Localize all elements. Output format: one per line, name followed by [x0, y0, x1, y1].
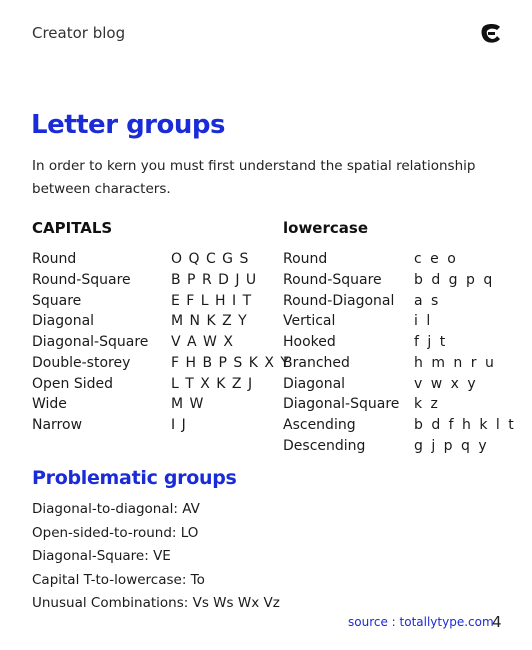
group-name: Diagonal: [32, 313, 95, 330]
blog-label: Creator blog: [32, 24, 126, 42]
group-name: Descending: [283, 437, 366, 454]
list-item: Unusual Combinations: Vs Ws Wx Vz: [32, 595, 280, 611]
group-letters: E F L H I T: [171, 292, 253, 309]
intro-paragraph: In order to kern you must first understand the spatial relationship between characters.: [32, 158, 476, 197]
page-number: 4: [492, 613, 502, 631]
group-letters: g j p q y: [414, 437, 489, 454]
group-letters: b d f h k l t: [414, 417, 516, 433]
group-letters: f j t: [414, 334, 448, 350]
group-name: Diagonal-Square: [283, 396, 400, 413]
group-name: Ascending: [283, 417, 356, 433]
group-letters: M W: [171, 396, 205, 413]
group-name: Double-storey: [32, 354, 131, 371]
brand-logo-icon: [480, 22, 502, 44]
group-name: Branched: [283, 354, 350, 371]
group-name: Vertical: [283, 313, 336, 330]
group-name: Round: [283, 251, 328, 267]
group-name: Round-Square: [283, 271, 382, 288]
group-name: Diagonal-Square: [32, 334, 149, 350]
group-letters: i l: [414, 313, 433, 330]
group-letters: c e o: [414, 251, 458, 267]
group-letters: M N K Z Y: [171, 313, 248, 330]
capitals-heading: CAPITALS: [32, 219, 113, 237]
list-item: Diagonal-to-diagonal: AV: [32, 501, 200, 517]
group-name: Square: [32, 292, 82, 309]
group-name: Diagonal: [283, 375, 346, 392]
group-name: Round-Diagonal: [283, 292, 395, 309]
group-name: Round: [32, 251, 77, 267]
group-letters: I J: [171, 417, 187, 433]
group-letters: B P R D J U: [171, 271, 258, 288]
group-letters: L T X K Z J: [171, 375, 254, 392]
group-letters: b d g p q: [414, 271, 495, 288]
group-name: Round-Square: [32, 271, 131, 288]
group-letters: k z: [414, 396, 440, 413]
group-letters: V A W X: [171, 334, 234, 350]
source-credit: source : totallytype.com: [348, 615, 494, 629]
lowercase-heading: lowercase: [283, 219, 368, 237]
page-title: Letter groups: [31, 110, 225, 140]
group-letters: a s: [414, 292, 441, 309]
group-letters: F H B P S K X Y: [171, 354, 290, 371]
group-name: Open Sided: [32, 375, 114, 392]
group-name: Hooked: [283, 334, 336, 350]
group-letters: v w x y: [414, 375, 478, 392]
problematic-heading: Problematic groups: [32, 467, 237, 489]
group-name: Wide: [32, 396, 67, 413]
problematic-list: [32, 498, 280, 616]
list-item: Open-sided-to-round: LO: [32, 524, 199, 541]
list-item: Capital T-to-lowercase: To: [32, 571, 205, 588]
list-item: Diagonal-Square: VE: [32, 548, 171, 564]
group-letters: h m n r u: [414, 354, 496, 371]
group-name: Narrow: [32, 417, 83, 433]
group-letters: O Q C G S: [171, 251, 250, 267]
